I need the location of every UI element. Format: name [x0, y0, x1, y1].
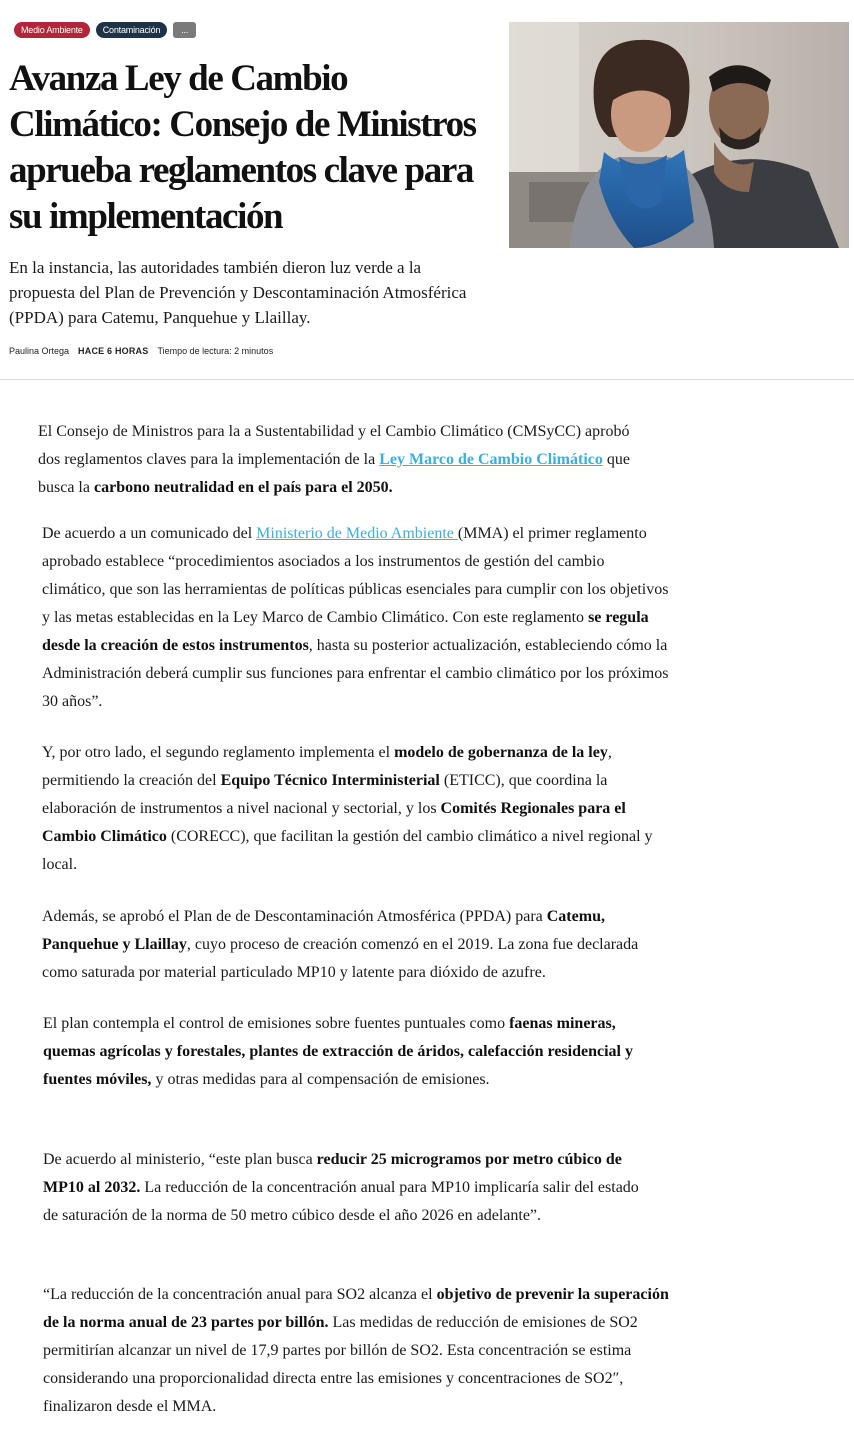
paragraph-text: Y, por otro lado, el segundo reglamento implementa el — [42, 744, 395, 761]
paragraph-bold: carbono neutralidad en el país para el 2050. — [93, 479, 393, 496]
paragraph-bold: Comités Regionales para el Cambio Climático — [42, 800, 626, 845]
paragraph-bold: faenas mineras, quemas agrícolas y forestales, plantes de extracción de áridos, calefacción residencial y fuentes móviles, — [43, 1015, 633, 1088]
article-headline: Avanza Ley de Cambio Climático: Consejo de Ministros aprueba reglamentos clave para su implementación — [9, 58, 476, 237]
paragraph-bold: Catemu, Panquehue y Llaillay — [42, 908, 605, 953]
author-name[interactable]: Paulina Ortega — [9, 346, 70, 356]
paragraph-text: , cuyo proceso de creación comenzó en el 2019. La zona fue declarada como saturada por material particulado MP10 y latente para dióxido de azufre. — [42, 936, 639, 981]
paragraph-text: , hasta su posterior actualización, estableciendo cómo la Administración deberá cumplir sus funciones para enfrentar el cambio climático por los próximos 30 años”. — [42, 637, 669, 710]
article-subtitle: En la instancia, las autoridades también dieron luz verde a la propuesta del Plan de Prevención y Descontaminación Atmosférica (PPDA) para Catemu, Panquehue y Llaillay. — [9, 258, 467, 327]
tag-contaminacion[interactable]: Contaminación — [96, 22, 167, 38]
paragraph-text: De acuerdo a un comunicado del — [42, 525, 257, 542]
reading-time: Tiempo de lectura: 2 minutos — [157, 346, 274, 356]
paragraph-text: que busca la — [38, 451, 630, 496]
paragraph-text: (ETICC), que coordina la elaboración de instrumentos a nivel nacional y sectorial, y los — [42, 772, 608, 817]
article-paragraph-4 — [42, 903, 677, 987]
paragraph-text: El plan contempla el control de emisiones sobre fuentes puntuales como — [43, 1015, 510, 1032]
paragraph-text: De acuerdo al ministerio, “este plan busca — [43, 1151, 317, 1168]
tag-medio-ambiente[interactable]: Medio Ambiente — [14, 22, 90, 38]
paragraph-text: “La reducción de la concentración anual para SO2 alcanza el — [43, 1286, 437, 1303]
paragraph-text: (MMA) el primer reglamento aprobado establece “procedimientos asociados a los instrumentos de gestión del cambio climático, que son las herramientas de políticas públicas esenciales para cumplir con los objetivos y las metas establecidas en la Ley Marco de Cambio Climático. Con este reglamento — [42, 525, 669, 626]
article-paragraph-5 — [43, 1010, 668, 1094]
paragraph-text: (CORECC), que facilitan la gestión del cambio climático a nivel regional y local. — [42, 828, 653, 873]
paragraph-bold: objetivo de prevenir la superación de la norma anual de 23 partes por billón. — [43, 1286, 669, 1331]
paragraph-text: , permitiendo la creación del — [42, 744, 612, 789]
tag-more-button[interactable]: ... — [173, 22, 196, 38]
article-paragraph-7 — [43, 1281, 678, 1421]
article-paragraph-1 — [38, 418, 653, 502]
paragraph-text: Además, se aprobó el Plan de de Descontaminación Atmosférica (PPDA) para — [42, 908, 547, 925]
paragraph-bold: reducir 25 microgramos por metro cúbico de MP10 al 2032. — [43, 1151, 622, 1196]
paragraph-bold: Equipo Técnico Interministerial — [220, 772, 440, 789]
link-ley-marco[interactable]: Ley Marco de Cambio Climático — [379, 451, 603, 468]
byline — [9, 346, 273, 356]
paragraph-bold: modelo de gobernanza de la ley — [394, 744, 608, 761]
paragraph-text: El Consejo de Ministros para la a Sustentabilidad y el Cambio Climático (CMSyCC) aprobó dos reglamentos claves para la implementación de la — [38, 423, 630, 468]
photo-illustration — [509, 22, 849, 248]
paragraph-text: La reducción de la concentración anual para MP10 implicaría salir del estado de saturación de la norma de 50 metro cúbico desde el año 2026 en adelante”. — [43, 1179, 639, 1224]
article-paragraph-6 — [43, 1146, 653, 1230]
header-divider — [0, 379, 854, 380]
article-paragraph-3 — [42, 739, 677, 879]
link-ministerio[interactable]: Ministerio de Medio Ambiente — [256, 525, 458, 542]
paragraph-text: Las medidas de reducción de emisiones de SO2 permitirían alcanzar un nivel de 17,9 partes por billón de SO2. Esta concentración se estima considerando una proporcionalidad directa entre las emisiones y concentraciones de SO2″, finalizaron desde el MMA. — [43, 1314, 638, 1415]
article-paragraph-2 — [42, 520, 672, 716]
publish-time: HACE 6 HORAS — [78, 346, 149, 356]
article-photo — [509, 22, 849, 248]
paragraph-text: y otras medidas para al compensación de emisiones. — [151, 1071, 490, 1088]
paragraph-bold: se regula desde la creación de estos instrumentos — [42, 609, 649, 654]
article-header — [0, 0, 854, 380]
tag-list — [14, 22, 196, 38]
